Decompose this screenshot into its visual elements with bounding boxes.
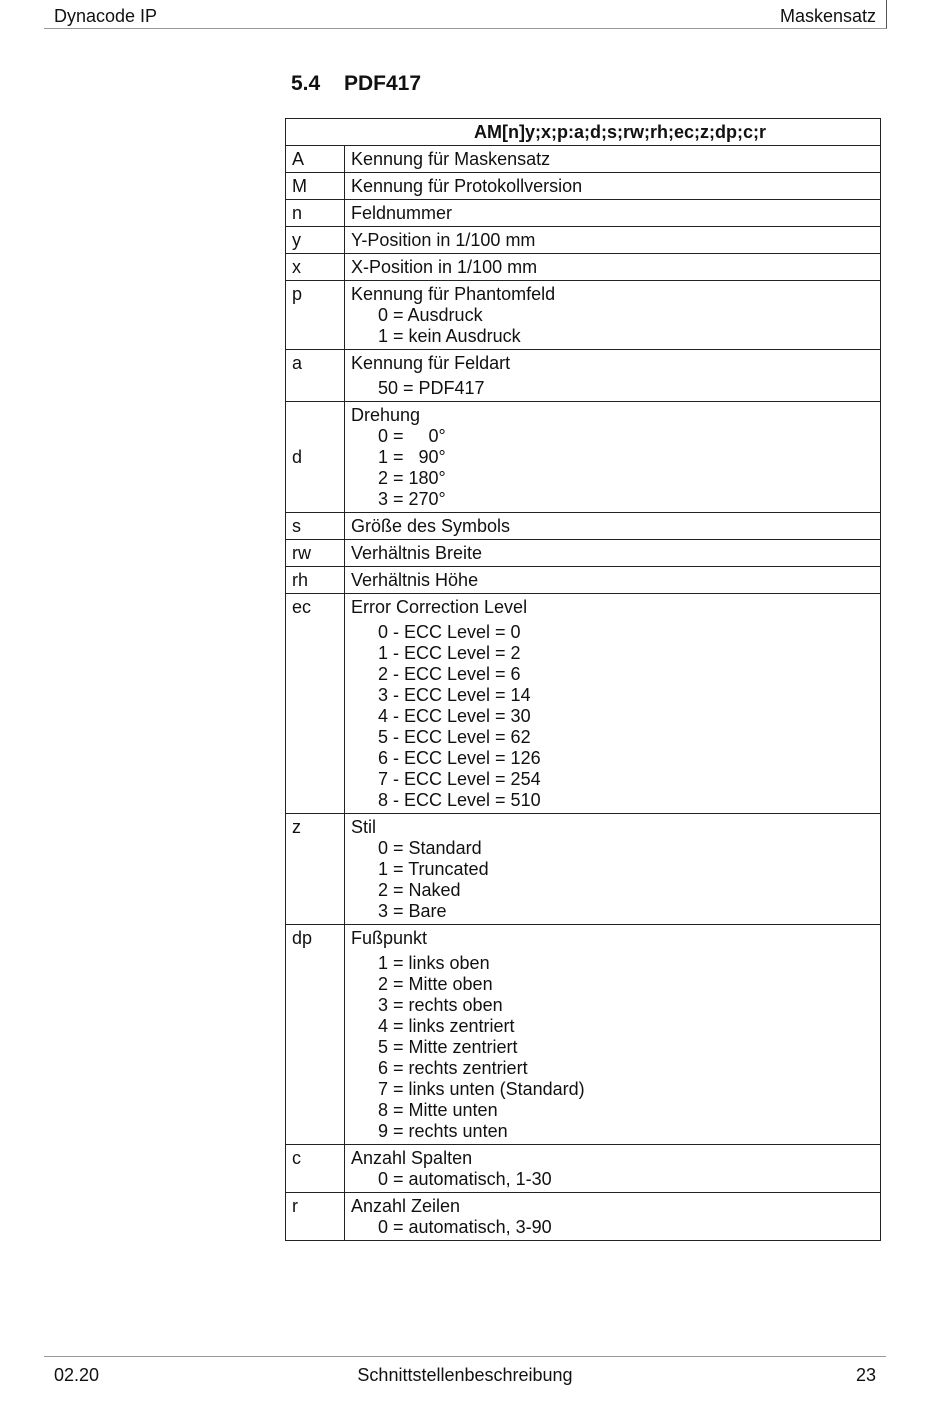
page-footer [44,1356,886,1387]
parameter-key: M [286,173,345,200]
parameter-key: A [286,146,345,173]
table-row [286,173,881,200]
parameter-description [345,594,881,814]
table-row [286,567,881,594]
parameter-title: Kennung für Protokollversion [351,176,583,196]
option-item: 5 - ECC Level = 62 [378,727,531,747]
parameter-description [345,402,881,513]
option-item: 0 = 0° [378,426,446,446]
section-number: 5.4 [291,72,321,95]
option-item: 7 - ECC Level = 254 [378,769,541,789]
option-item: 1 = links oben [378,953,490,973]
parameter-title: Verhältnis Breite [351,543,483,563]
parameter-title: Kennung für Phantomfeld [351,284,556,304]
table-row [286,814,881,925]
parameter-description [345,146,881,173]
table-row [286,227,881,254]
header-product: Dynacode IP [54,6,158,26]
option-item: 1 = 90° [378,447,446,467]
syntax-heading: AM[n]y;x;p:a;d;s;rw;rh;ec;z;dp;c;r [286,119,881,146]
table-row [286,350,881,402]
option-item: 7 = links unten (Standard) [378,1079,585,1099]
table-row [286,1145,881,1193]
table-row [286,1193,881,1241]
parameter-description [345,173,881,200]
parameter-key: c [286,1145,345,1193]
parameter-title: Anzahl Zeilen [351,1196,461,1216]
table-row [286,254,881,281]
option-item: 3 = rechts oben [378,995,503,1015]
parameter-title: Drehung [351,405,421,425]
option-item: 50 = PDF417 [378,378,485,398]
parameter-key: r [286,1193,345,1241]
option-item: 6 = rechts zentriert [378,1058,528,1078]
parameter-key: y [286,227,345,254]
table-header-row [286,119,881,146]
page-header [44,0,887,29]
table-row [286,281,881,350]
header-chapter: Maskensatz [779,6,876,26]
option-item: 2 = 180° [378,468,446,488]
option-item: 0 - ECC Level = 0 [378,622,521,642]
table-row [286,402,881,513]
parameter-description [345,350,881,402]
section-title: PDF417 [344,72,422,95]
parameter-key: dp [286,925,345,1145]
option-item: 0 = automatisch, 3-90 [378,1217,552,1237]
parameter-description [345,1193,881,1241]
footer-version: 02.20 [54,1365,100,1385]
option-item: 2 = Mitte oben [378,974,493,994]
table-row [286,540,881,567]
parameter-title: Fußpunkt [351,928,428,948]
option-item: 4 = links zentriert [378,1016,515,1036]
option-item: 1 - ECC Level = 2 [378,643,521,663]
parameter-description [345,200,881,227]
table-row [286,200,881,227]
option-item: 2 - ECC Level = 6 [378,664,521,684]
parameter-key: n [286,200,345,227]
parameter-description [345,814,881,925]
parameter-title: Größe des Symbols [351,516,511,536]
option-item: 0 = automatisch, 1-30 [378,1169,552,1189]
parameter-key: a [286,350,345,402]
parameter-key: d [286,402,345,513]
parameter-key: s [286,513,345,540]
parameter-description [345,254,881,281]
option-item: 0 = Ausdruck [378,305,483,325]
option-item: 2 = Naked [378,880,461,900]
option-item: 3 - ECC Level = 14 [378,685,531,705]
option-item: 3 = 270° [378,489,446,509]
parameter-key: rw [286,540,345,567]
parameter-key: p [286,281,345,350]
parameter-table-body [286,146,881,1241]
option-item: 1 = kein Ausdruck [378,326,521,346]
parameter-key: rh [286,567,345,594]
parameter-description [345,227,881,254]
parameter-title: Stil [351,817,377,837]
footer-page-number: 23 [855,1365,876,1385]
parameter-description [345,925,881,1145]
table-row [286,513,881,540]
option-item: 5 = Mitte zentriert [378,1037,518,1057]
parameter-title: Feldnummer [351,203,453,223]
parameter-title: Kennung für Feldart [351,353,511,373]
parameter-title: Kennung für Maskensatz [351,149,551,169]
parameter-description [345,567,881,594]
table-row [286,925,881,1145]
table-row [286,146,881,173]
parameter-description [345,540,881,567]
parameter-title: Y-Position in 1/100 mm [351,230,536,250]
option-item: 6 - ECC Level = 126 [378,748,541,768]
parameter-description [345,513,881,540]
option-item: 0 = Standard [378,838,482,858]
footer-doc-title: Schnittstellenbeschreibung [357,1365,573,1385]
parameter-title: Error Correction Level [351,597,528,617]
table-row [286,594,881,814]
option-item: 8 = Mitte unten [378,1100,498,1120]
parameter-title: X-Position in 1/100 mm [351,257,538,277]
option-item: 4 - ECC Level = 30 [378,706,531,726]
option-item: 3 = Bare [378,901,447,921]
parameter-description [345,281,881,350]
parameter-title: Anzahl Spalten [351,1148,473,1168]
parameter-description [345,1145,881,1193]
option-item: 1 = Truncated [378,859,489,879]
parameter-key: z [286,814,345,925]
section-heading [291,72,421,96]
parameter-key: ec [286,594,345,814]
parameter-key: x [286,254,345,281]
option-item: 8 - ECC Level = 510 [378,790,541,810]
parameter-title: Verhältnis Höhe [351,570,479,590]
option-item: 9 = rechts unten [378,1121,508,1141]
parameter-table [285,118,881,1241]
